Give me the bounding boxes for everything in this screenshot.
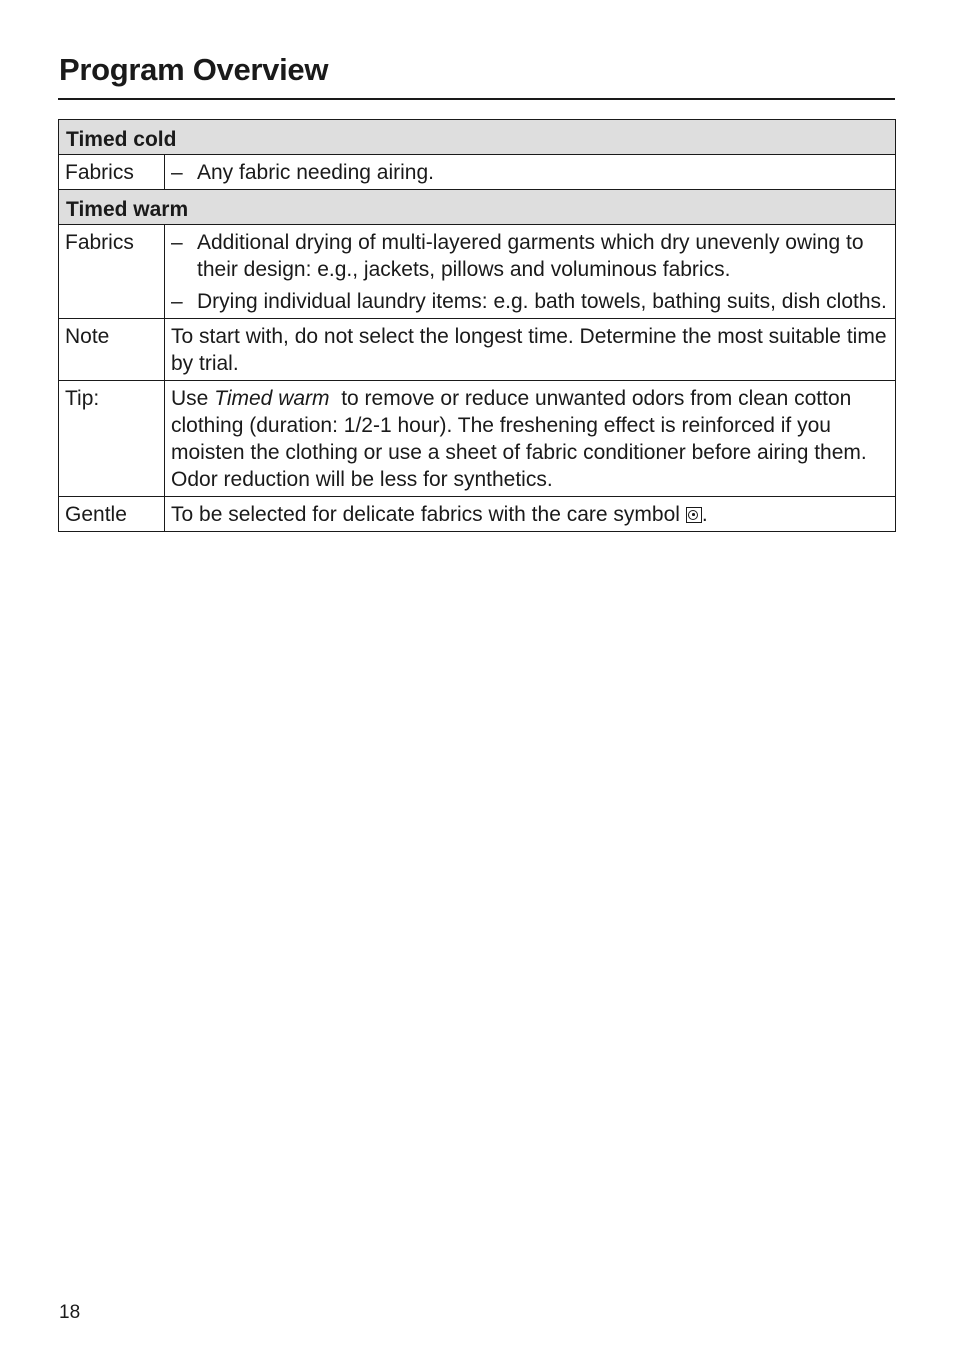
section-heading-timed-warm: Timed warm <box>59 190 896 225</box>
row-label-fabrics: Fabrics <box>59 225 165 319</box>
table-row <box>59 225 896 319</box>
title-divider <box>58 98 895 100</box>
row-content-note: To start with, do not select the longest time. Determine the most suitable time by trial. <box>165 319 896 381</box>
fabric-list <box>171 159 889 186</box>
page-number: 18 <box>59 1302 81 1323</box>
row-label-gentle: Gentle <box>59 497 165 532</box>
table-row <box>59 120 896 155</box>
row-label-tip: Tip: <box>59 381 165 497</box>
gentle-suffix: . <box>701 503 708 526</box>
list-item: – Any fabric needing airing. <box>171 159 889 186</box>
fabric-list <box>171 229 889 315</box>
page-title: Program Overview <box>59 52 329 87</box>
table-row <box>59 190 896 225</box>
row-content-fabrics <box>165 225 896 319</box>
list-item: – Drying individual laundry items: e.g. bath towels, bathing suits, dish cloths. <box>171 288 889 315</box>
tip-prefix: Use <box>171 387 209 410</box>
row-label-note: Note <box>59 319 165 381</box>
table-row <box>59 319 896 381</box>
tip-text: to remove or reduce unwanted odors from clean cotton clothing (duration: 1/2-1 hour). The freshening effect is reinforced if you moisten the clothing or use a sheet of fabric conditioner before airing them. Odor reduction will be less for synthetics. <box>171 387 867 491</box>
row-label-fabrics: Fabrics <box>59 155 165 190</box>
section-heading-timed-cold: Timed cold <box>59 120 896 155</box>
list-item: – Additional drying of multi-layered garments which dry unevenly owing to their design: e.g., jackets, pillows and voluminous fabrics. <box>171 229 889 283</box>
program-overview-table <box>58 119 896 532</box>
row-content-tip <box>165 381 896 497</box>
tumble-dry-low-heat-icon <box>686 507 702 523</box>
row-content-fabrics <box>165 155 896 190</box>
row-content-gentle <box>165 497 896 532</box>
tip-program-name: Timed warm <box>214 387 330 410</box>
table-row <box>59 155 896 190</box>
table-row <box>59 381 896 497</box>
gentle-text: To be selected for delicate fabrics with the care symbol <box>171 503 680 526</box>
table-row <box>59 497 896 532</box>
